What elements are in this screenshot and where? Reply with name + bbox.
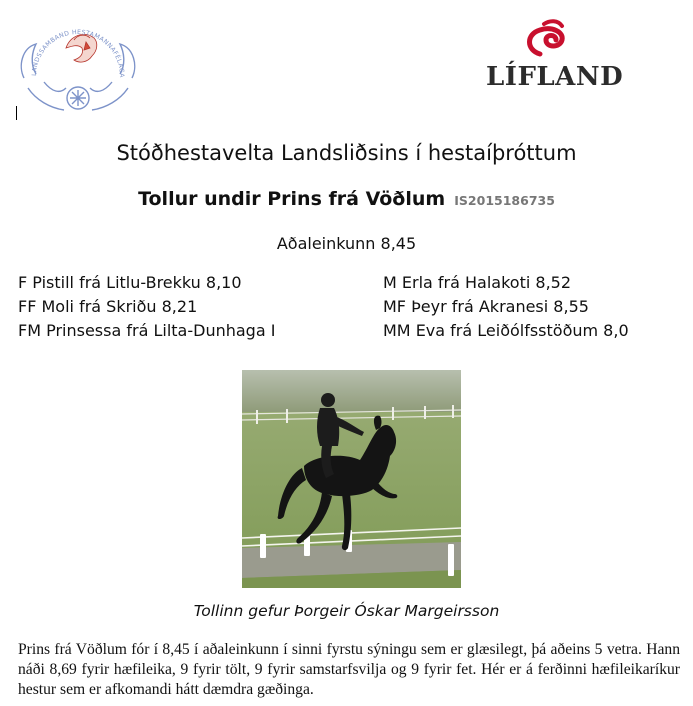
lifland-wordmark: LÍFLAND — [486, 62, 624, 92]
pedigree-line: MM Eva frá Leiðólfsstöðum 8,0 — [383, 321, 629, 340]
horse-id: IS2015186735 — [454, 193, 555, 208]
lh-logo — [14, 18, 142, 122]
photo-caption: Tollinn gefur Þorgeir Óskar Margeirsson — [193, 602, 500, 620]
lifland-logo — [482, 18, 622, 92]
horse-rider-photo — [242, 370, 461, 588]
lh-logo-ring-text: LANDSSAMBAND HESTAMANNAFÉLAGA — [30, 28, 126, 78]
pedigree-line: MF Þeyr frá Akranesi 8,55 — [383, 297, 589, 316]
pedigree-dam-side — [383, 271, 629, 343]
body-paragraph: Prins frá Vöðlum fór í 8,45 í aðaleinkunn í sinni fyrstu sýningu sem er glæsilegt, þá aðeins 5 vetra. Hann náði 8,69 fyrir hæfileika, 9 fyrir tölt, 9 fyrir samstarfsvilja og 9 fyrir fet. Hér er á ferðinni hæfileikaríkur hestur sem er afkomandi hátt dæmdra gæðinga. — [18, 641, 680, 698]
main-score: Aðaleinkunn 8,45 — [276, 234, 417, 253]
horse-heading — [0, 188, 693, 210]
pedigree-sire-side — [18, 271, 275, 343]
pedigree-line: F Pistill frá Litlu-Brekku 8,10 — [18, 273, 242, 292]
pedigree-line: FF Moli frá Skriðu 8,21 — [18, 297, 198, 316]
pedigree-line: M Erla frá Halakoti 8,52 — [383, 273, 572, 292]
horse-name: Tollur undir Prins frá Vöðlum — [138, 188, 446, 210]
pedigree-line: FM Prinsessa frá Lilta-Dunhaga I — [18, 321, 276, 340]
text-cursor — [16, 106, 17, 120]
document-title: Stóðhestavelta Landsliðsins í hestaíþróttum — [116, 141, 577, 165]
